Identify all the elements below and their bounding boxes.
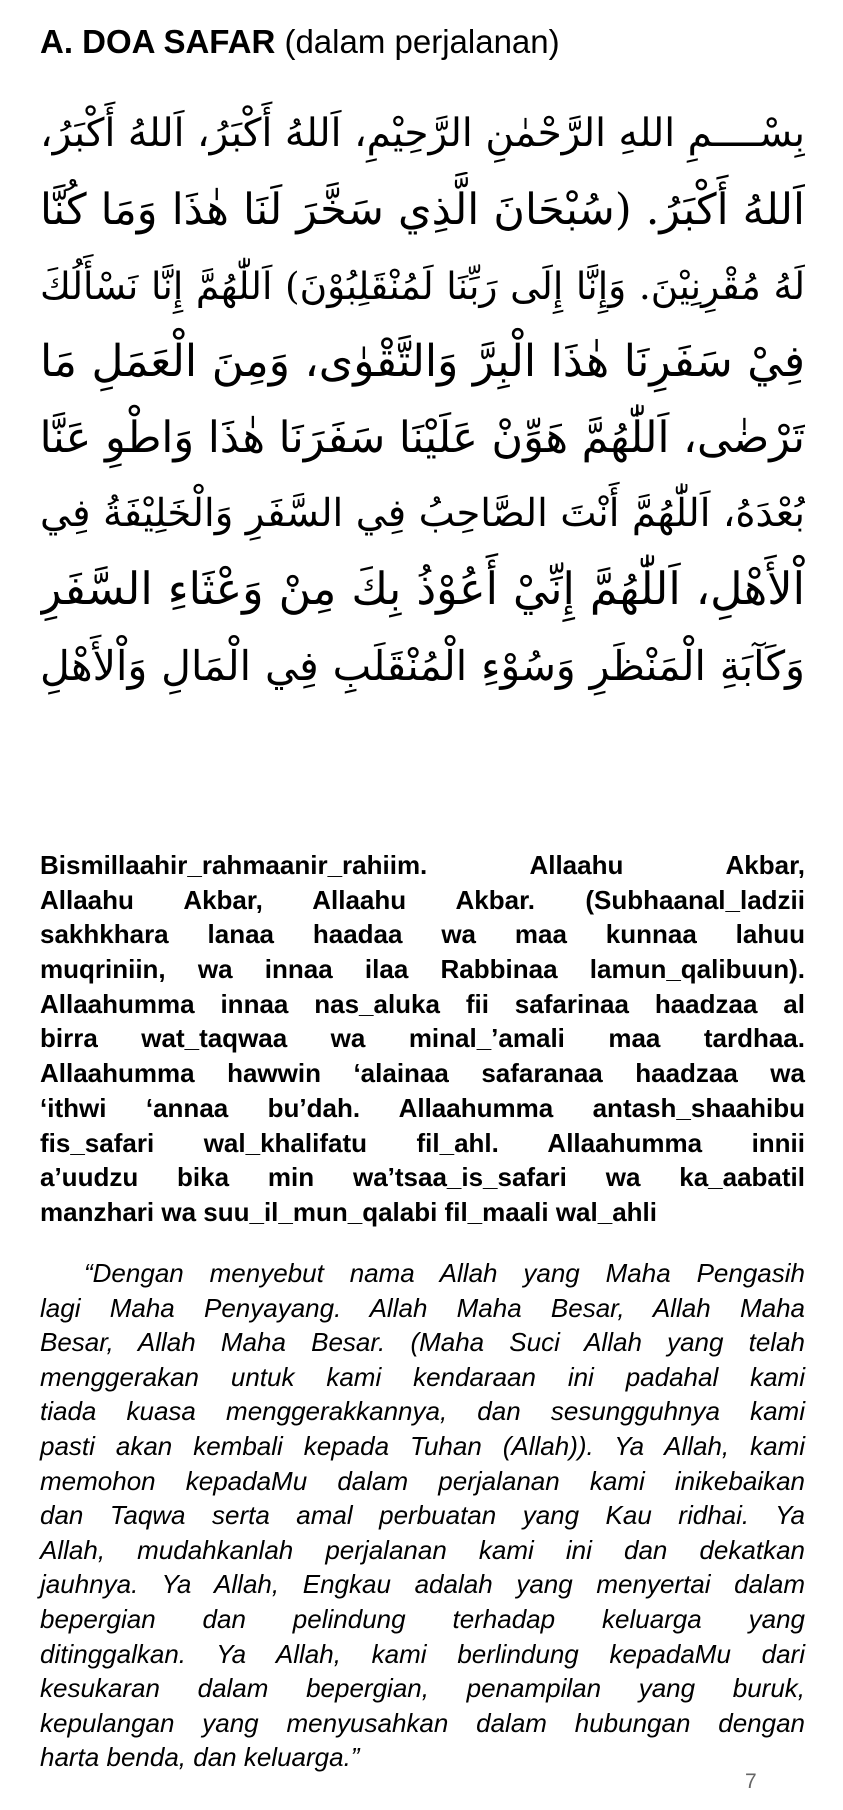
translation-line: lagi Maha Penyayang. Allah Maha Besar, Allah Maha — [40, 1292, 805, 1323]
arabic-line: بُعْدَهُ، اَللّٰهُمَّ أَنْتَ الصَّاحِبُ فِي السَّفَرِ وَالْخَلِيْفَةُ فِي — [40, 491, 805, 536]
translation-line: memohon kepadaMu dalam perjalanan kami inikebaikan — [40, 1465, 805, 1496]
transliteration-line: Allaahumma innaa nas_aluka fii safarinaa haadzaa al — [40, 988, 805, 1019]
translation-line: kesukaran dalam bepergian, penampilan yang buruk, — [40, 1673, 805, 1704]
transliteration-line: sakhkhara lanaa haadaa wa maa kunnaa lahuu — [40, 919, 805, 950]
translation-line: Allah, mudahkanlah perjalanan kami ini dan dekatkan — [40, 1534, 805, 1565]
translation-line: “Dengan menyebut nama Allah yang Maha Pengasih — [84, 1258, 805, 1288]
arabic-line: تَرْضٰى، اَللّٰهُمَّ هَوِّنْ عَلَيْنَا سَفَرَنَا هٰذَا وَاطْوِ عَنَّا — [40, 413, 805, 463]
transliteration-line: fis_safari wal_khalifatu fil_ahl. Allaahumma innii — [40, 1127, 805, 1158]
arabic-line: فِيْ سَفَرِنَا هٰذَا الْبِرَّ وَالتَّقْوٰى، وَمِنَ الْعَمَلِ مَا — [40, 336, 805, 387]
arabic-line: وَكَآبَةِ الْمَنْظَرِ وَسُوْءِ الْمُنْقَلَبِ فِي الْمَالِ وَاْلأَهْلِ — [40, 642, 805, 690]
translation-line: tiada kuasa menggerakkannya, dan sesungguhnya kami — [40, 1396, 805, 1427]
arabic-line: اْلأَهْلِ، اَللّٰهُمَّ إِنِّيْ أَعُوْذُ بِكَ مِنْ وَعْثَاءِ السَّفَرِ — [40, 564, 805, 615]
arabic-line: لَهُ مُقْرِنِيْنَ. وَإِنَّا إِلَى رَبِّنَا لَمُنْقَلِبُوْنَ) اَللّٰهُمَّ إِنَّا نَسْأَلُكَ — [40, 264, 805, 308]
arabic-line: اَللهُ أَكْبَرُ. (سُبْحَانَ الَّذِي سَخَّرَ لَنَا هٰذَا وَمَا كُنَّا — [40, 185, 805, 235]
translation-line: kepulangan yang menyusahkan dalam hubungan dengan — [40, 1707, 805, 1738]
section-title: A. DOA SAFAR — [40, 23, 276, 60]
translation-line: menggerakan untuk kami kendaraan ini padahal kami — [40, 1361, 805, 1392]
transliteration-line: Bismillaahir_rahmaanir_rahiim. Allaahu Akbar, — [40, 850, 805, 880]
arabic-line: بِسْــــمِ اللهِ الرَّحْمٰنِ الرَّحِيْمِ، اَللهُ أَكْبَرُ، اَللهُ أَكْبَرُ، — [40, 111, 805, 156]
translation-line: jauhnya. Ya Allah, Engkau adalah yang menyertai dalam — [40, 1569, 805, 1600]
transliteration-line: Allaahu Akbar, Allaahu Akbar. (Subhaanal_ladzii — [40, 884, 805, 915]
section-heading — [40, 22, 560, 62]
translation-line: Besar, Allah Maha Besar. (Maha Suci Allah yang telah — [40, 1327, 805, 1358]
translation-line: ditinggalkan. Ya Allah, kami berlindung kepadaMu dari — [40, 1638, 805, 1669]
translation-line: pasti akan kembali kepada Tuhan (Allah)). Ya Allah, kami — [40, 1430, 805, 1461]
translation-paragraph — [40, 1256, 805, 1775]
section-subtitle: (dalam perjalanan) — [275, 23, 560, 60]
transliteration-line: manzhari wa suu_il_mun_qalabi fil_maali wal_ahli — [40, 1196, 657, 1227]
translation-line: dan Taqwa serta amal perbuatan yang Kau ridhai. Ya — [40, 1500, 805, 1531]
transliteration-paragraph — [40, 848, 805, 1230]
arabic-prayer-text — [40, 96, 805, 704]
transliteration-line: birra wat_taqwaa wa minal_’amali maa tardhaa. — [40, 1023, 805, 1054]
translation-line: bepergian dan pelindung terhadap keluarga yang — [40, 1603, 805, 1634]
page-number: 7 — [745, 1770, 757, 1793]
transliteration-line: Allaahumma hawwin ‘alainaa safaranaa haadzaa wa — [40, 1058, 805, 1089]
transliteration-line: a’uudzu bika min wa’tsaa_is_safari wa ka_aabatil — [40, 1162, 805, 1193]
transliteration-line: muqriniin, wa innaa ilaa Rabbinaa lamun_qalibuun). — [40, 954, 805, 985]
transliteration-line: ‘ithwi ‘annaa bu’dah. Allaahumma antash_shaahibu — [40, 1092, 805, 1123]
translation-line: harta benda, dan keluarga.” — [40, 1742, 360, 1773]
